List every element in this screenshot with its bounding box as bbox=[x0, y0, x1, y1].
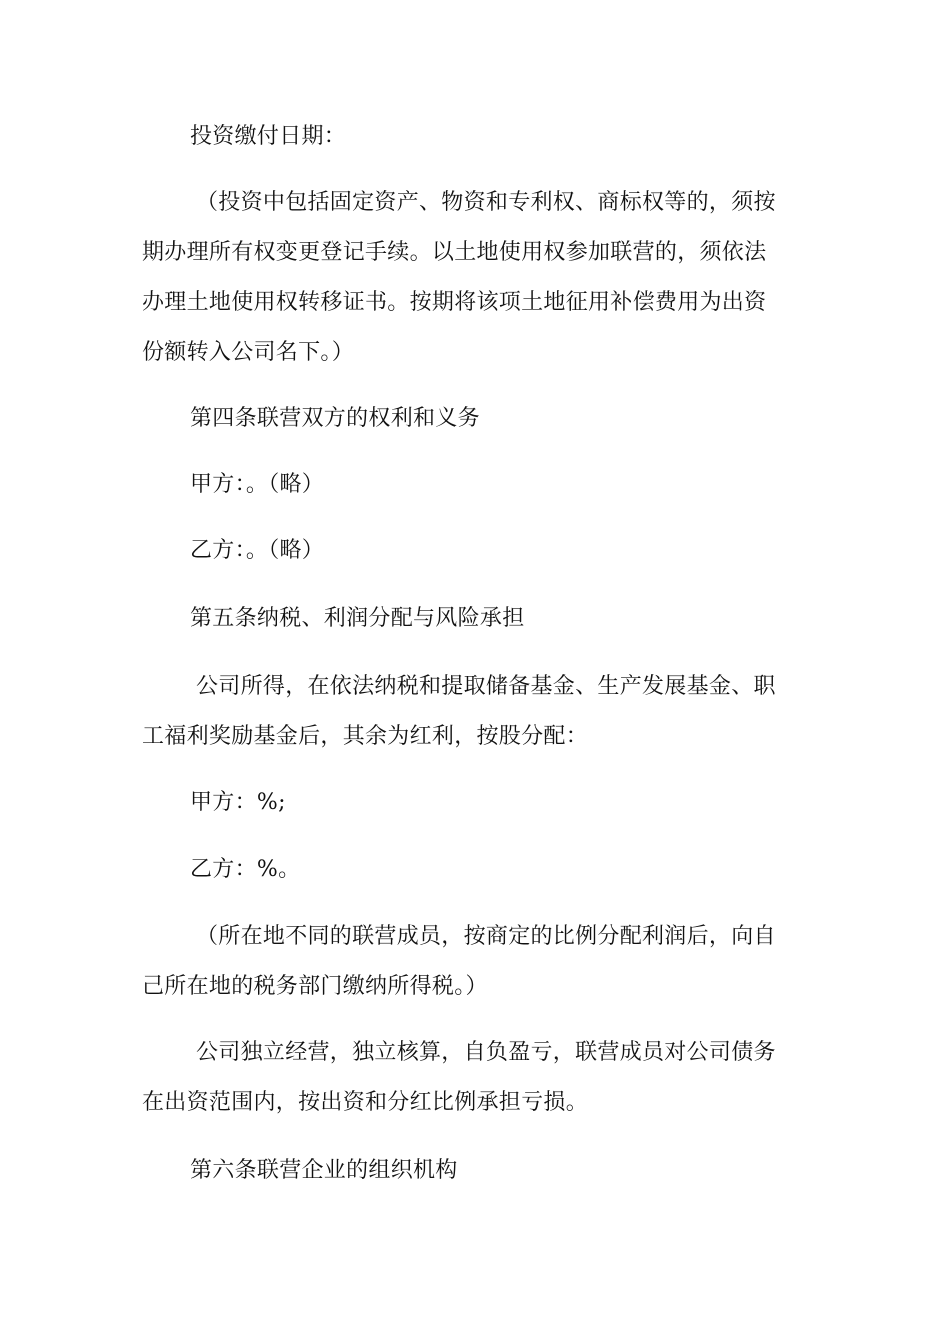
tax-note-line-2: 己所在地的税务部门缴纳所得税。） bbox=[142, 974, 488, 999]
article-6-heading: 第六条联营企业的组织机构 bbox=[190, 1158, 458, 1183]
tax-note-line-1: （所在地不同的联营成员，按商定的比例分配利润后，向自 bbox=[196, 924, 776, 949]
profit-paragraph-line-2: 工福利奖励基金后，其余为红利，按股分配： bbox=[142, 724, 589, 749]
liability-paragraph-line-1: 公司独立经营，独立核算，自负盈亏，联营成员对公司债务 bbox=[196, 1040, 776, 1065]
party-a-rights: 甲方：。（略） bbox=[190, 472, 325, 497]
profit-paragraph-line-1: 公司所得，在依法纳税和提取储备基金、生产发展基金、职 bbox=[196, 674, 776, 699]
party-b-share: 乙方：%。 bbox=[190, 857, 301, 882]
investment-note-line-4: 份额转入公司名下。） bbox=[142, 340, 355, 365]
investment-note-line-2: 期办理所有权变更登记手续。以土地使用权参加联营的，须依法 bbox=[142, 240, 767, 265]
investment-note-line-3: 办理土地使用权转移证书。按期将该项土地征用补偿费用为出资 bbox=[142, 290, 767, 315]
article-5-heading: 第五条纳税、利润分配与风险承担 bbox=[190, 606, 525, 631]
party-a-share: 甲方：%; bbox=[190, 790, 286, 815]
article-4-heading: 第四条联营双方的权利和义务 bbox=[190, 406, 480, 431]
party-b-rights: 乙方：。（略） bbox=[190, 538, 325, 563]
payment-date-label: 投资缴付日期： bbox=[190, 124, 347, 149]
investment-note-line-1: （投资中包括固定资产、物资和专利权、商标权等的，须按 bbox=[196, 190, 776, 215]
liability-paragraph-line-2: 在出资范围内，按出资和分红比例承担亏损。 bbox=[142, 1090, 589, 1115]
